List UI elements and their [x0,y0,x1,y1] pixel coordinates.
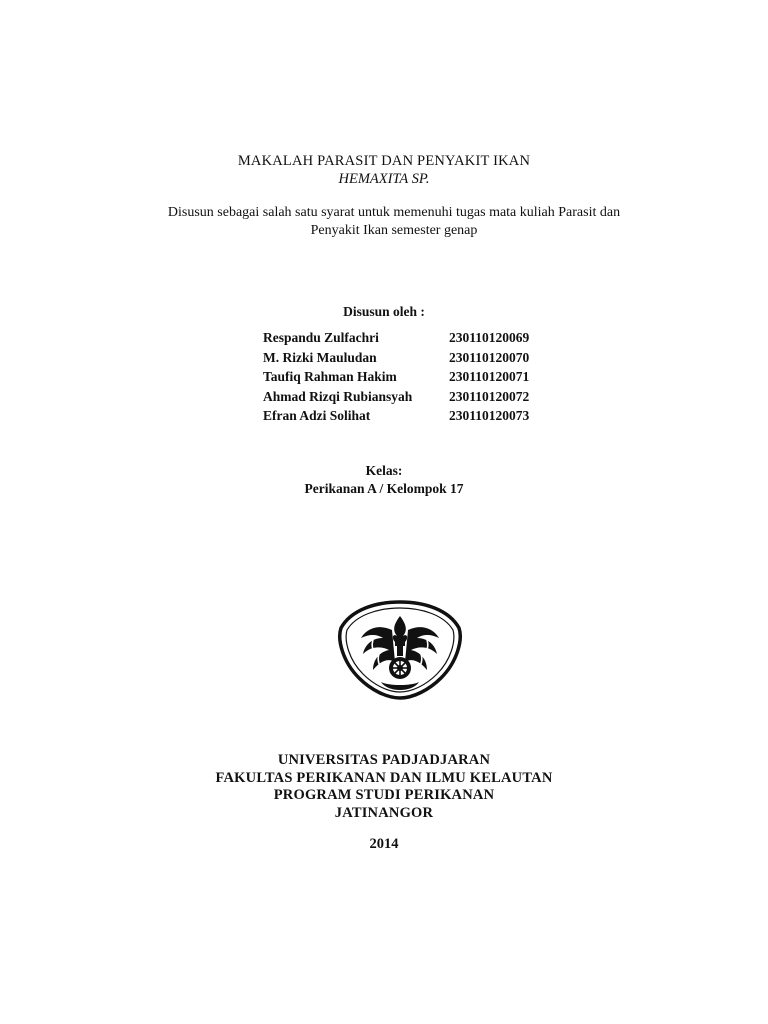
member-list [263,330,563,428]
member-id: 230110120072 [449,388,530,404]
prepared-by-label: Disusun oleh : [343,304,425,319]
institution-block [0,752,768,822]
member-id: 230110120073 [449,408,530,423]
member-row [263,369,563,389]
document-subtitle: HEMAXITA SP. [338,171,430,187]
member-name: Respandu Zulfachri [263,330,379,345]
program-name: PROGRAM STUDI PERIKANAN [273,787,495,803]
university-emblem-icon [337,600,463,700]
faculty-name: FAKULTAS PERIKANAN DAN ILMU KELAUTAN [215,769,553,786]
member-name: Ahmad Rizqi Rubiansyah [263,388,413,404]
member-row [263,330,563,350]
purpose-line-1: Disusun sebagai salah satu syarat untuk memenuhi tugas mata kuliah Parasit dan [167,205,621,220]
member-id: 230110120069 [449,330,530,345]
member-row [263,389,563,409]
member-name: Efran Adzi Solihat [263,408,371,423]
member-name: Taufiq Rahman Hakim [263,369,397,384]
location-name: JATINANGOR [334,804,434,821]
member-id: 230110120071 [449,369,530,384]
member-row [263,350,563,370]
member-row [263,408,563,428]
document-year: 2014 [369,836,399,852]
class-label: Kelas: [365,463,403,478]
university-name: UNIVERSITAS PADJADJARAN [277,752,491,768]
purpose-statement [134,204,654,239]
class-value: Perikanan A / Kelompok 17 [304,481,464,496]
purpose-line-2: Penyakit Ikan semester genap [310,222,478,238]
member-id: 230110120070 [449,349,530,365]
member-name: M. Rizki Mauludan [263,349,377,365]
document-title: MAKALAH PARASIT DAN PENYAKIT IKAN [237,153,531,169]
